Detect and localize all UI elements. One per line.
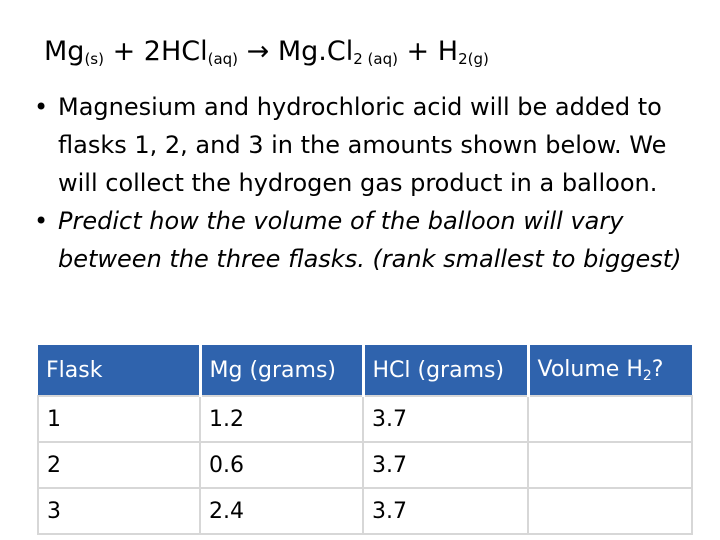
- table-header-row: [38, 345, 692, 396]
- header-volume-label: Volume H: [537, 356, 643, 382]
- equation-mgcl: Mg.Cl: [277, 36, 354, 67]
- equation-mgcl-sub: 2 (aq): [353, 50, 398, 68]
- header-volume-suffix: ?: [651, 356, 664, 382]
- header-hcl: HCl (grams): [363, 345, 528, 396]
- instruction-text-setup: Magnesium and hydrochloric acid will be added to flasks 1, 2, and 3 in the amounts shown below. We will collect the hydrogen gas product in a balloon.: [58, 93, 667, 197]
- bullet-icon: •: [34, 207, 49, 235]
- header-mg: Mg (grams): [200, 345, 363, 396]
- table-row: [38, 488, 692, 534]
- cell-hcl: 3.7: [363, 442, 528, 488]
- chemical-equation: [44, 34, 489, 77]
- header-volume: [528, 345, 692, 396]
- equation-mg-state: (s): [84, 50, 104, 68]
- equation-arrow: →: [246, 36, 270, 67]
- cell-hcl: 3.7: [363, 488, 528, 534]
- cell-flask: 2: [38, 442, 200, 488]
- header-volume-sub: 2: [642, 367, 652, 384]
- instruction-item-setup: [34, 88, 684, 202]
- cell-flask: 1: [38, 396, 200, 442]
- bullet-icon: •: [34, 93, 49, 121]
- instruction-list: [34, 88, 684, 278]
- equation-h2: + H: [406, 36, 459, 67]
- cell-mg: 1.2: [200, 396, 363, 442]
- instruction-item-predict: [34, 202, 684, 278]
- equation-hcl: + 2HCl: [112, 36, 208, 67]
- cell-hcl: 3.7: [363, 396, 528, 442]
- instruction-text-predict: Predict how the volume of the balloon will vary between the three flasks. (rank smallest to biggest): [58, 207, 682, 273]
- equation-h2-sub: 2(g): [458, 50, 489, 68]
- cell-volume: [528, 396, 692, 442]
- equation-hcl-state: (aq): [207, 50, 239, 68]
- equation-mg: Mg: [44, 36, 85, 67]
- flask-table: [37, 345, 693, 535]
- cell-flask: 3: [38, 488, 200, 534]
- cell-volume: [528, 488, 692, 534]
- cell-mg: 2.4: [200, 488, 363, 534]
- header-flask: Flask: [38, 345, 200, 396]
- table-row: [38, 442, 692, 488]
- table-row: [38, 396, 692, 442]
- cell-mg: 0.6: [200, 442, 363, 488]
- cell-volume: [528, 442, 692, 488]
